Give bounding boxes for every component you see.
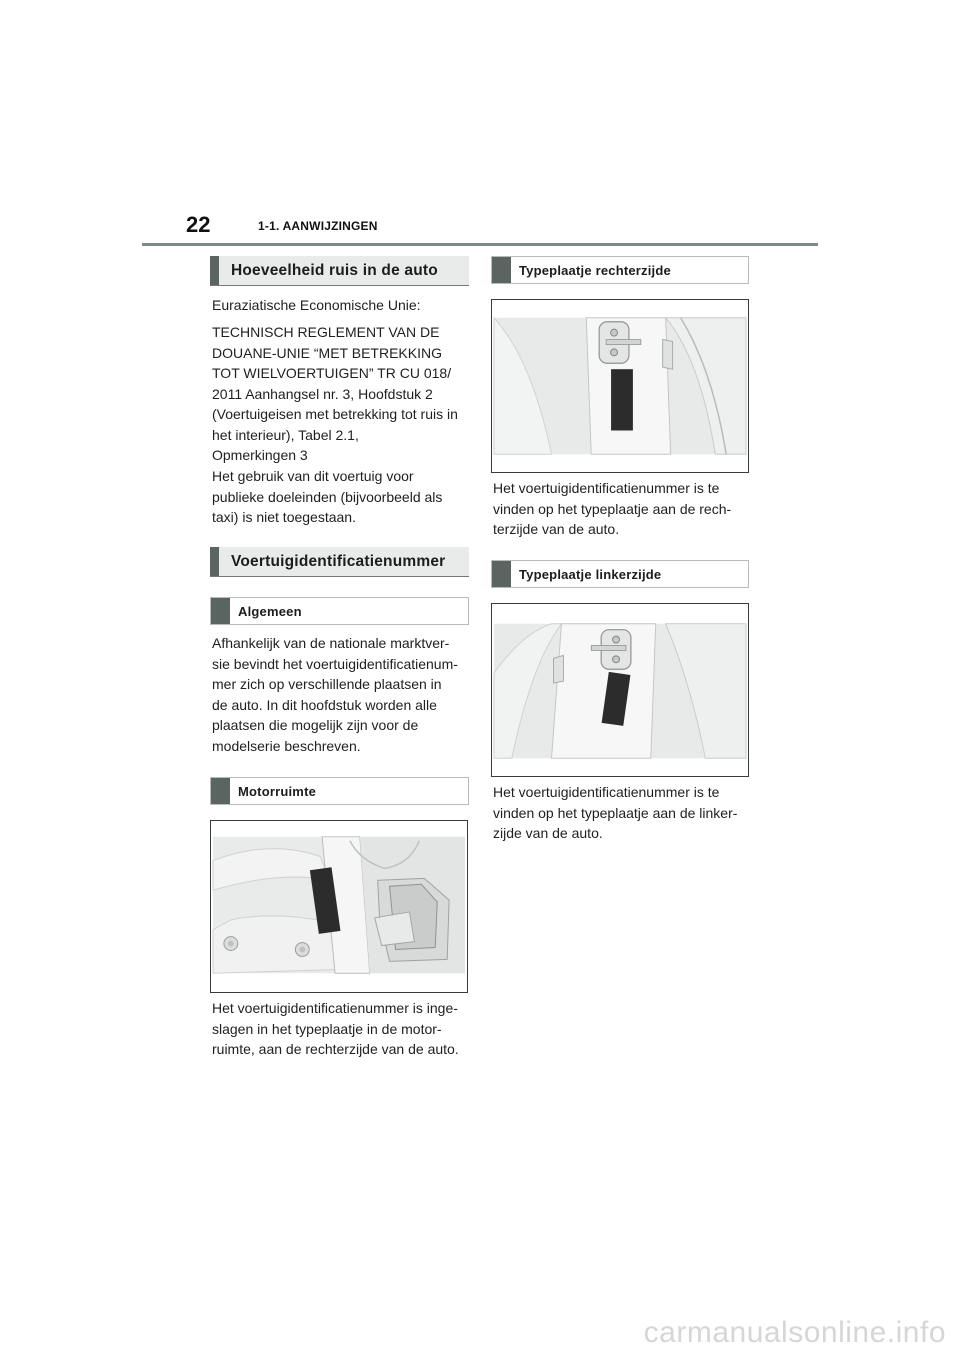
text-line: slagen in het typeplaatje in de motor- — [212, 1020, 442, 1037]
left-plate-heading-text: Typeplaatje linkerzijde — [519, 566, 662, 582]
left-door-pillar-illustration — [492, 604, 748, 776]
engine-compartment-illustration — [211, 821, 467, 992]
engine-para — [212, 998, 459, 1060]
text-line: vinden op het typeplaatje aan de linker- — [493, 804, 738, 821]
text-line: DOUANE-UNIE “MET BETREKKING — [212, 344, 442, 361]
text-line: 2011 Aanhangsel nr. 3, Hoofdstuk 2 — [212, 385, 433, 402]
text-line: modelserie beschreven. — [212, 737, 361, 754]
text-line: sie bevindt het voertuigidentificatienum- — [212, 655, 458, 672]
text-line: de auto. In dit hoofdstuk worden alle — [212, 696, 437, 713]
text-line: taxi) is niet toegestaan. — [212, 509, 356, 525]
engine-heading — [210, 777, 469, 805]
text-line: zijde van de auto. — [493, 825, 603, 841]
text-line: plaatsen die mogelijk zijn voor de — [212, 717, 419, 733]
section-title: 1-1. AANWIJZINGEN — [258, 219, 378, 233]
right-plate-heading-text: Typeplaatje rechterzijde — [519, 262, 671, 278]
heading-bar — [492, 561, 511, 587]
left-plate-heading — [491, 560, 749, 588]
noise-para-3 — [212, 466, 442, 528]
heading-bar — [492, 257, 511, 283]
noise-heading-text: Hoeveelheid ruis in de auto — [231, 261, 438, 279]
type-plate-icon — [611, 369, 633, 430]
right-plate-para — [493, 478, 731, 540]
left-plate-para — [493, 782, 737, 844]
header-rule — [142, 243, 818, 246]
vin-heading — [210, 547, 469, 577]
text-line: Opmerkingen 3 — [212, 447, 308, 463]
text-line: Afhankelijk van de nationale marktver- — [212, 635, 450, 651]
text-line: Het gebruik van dit voertuig voor — [212, 468, 414, 484]
text-line: TECHNISCH REGLEMENT VAN DE — [212, 324, 440, 340]
heading-bar — [210, 547, 219, 576]
text-line: publieke doeleinden (bijvoorbeeld als — [212, 488, 443, 505]
heading-bar — [211, 598, 230, 624]
right-door-pillar-illustration — [492, 300, 748, 472]
text-line: vinden op het typeplaatje aan de rech- — [493, 500, 732, 517]
text-line: (Voertuigeisen met betrekking tot ruis in — [212, 406, 458, 422]
text-line: het interieur), Tabel 2.1, — [212, 426, 359, 443]
vin-heading-text: Voertuigidentificatienummer — [231, 552, 446, 570]
general-para — [212, 633, 458, 756]
heading-bar — [211, 778, 230, 804]
right-plate-heading — [491, 256, 749, 284]
noise-para-1: Euraziatische Economische Unie: — [212, 297, 421, 313]
heading-bar — [210, 256, 219, 285]
text-line: Het voertuigidentificatienummer is inge- — [212, 1000, 458, 1016]
text-line: Het voertuigidentificatienummer is te — [493, 784, 720, 800]
text-line: terzijde van de auto. — [493, 521, 620, 537]
watermark: carmanualsonline.info — [643, 1316, 946, 1349]
general-heading — [210, 597, 469, 625]
general-heading-text: Algemeen — [238, 603, 302, 619]
right-plate-figure — [491, 299, 749, 473]
text-line: TOT WIELVOERTUIGEN” TR CU 018/ — [212, 365, 452, 381]
text-line: ruimte, aan de rechterzijde van de auto. — [212, 1041, 459, 1057]
engine-heading-text: Motorruimte — [238, 783, 317, 799]
engine-compartment-figure — [210, 820, 468, 993]
noise-heading — [210, 256, 469, 286]
left-plate-figure — [491, 603, 749, 777]
page-number: 22 — [186, 212, 211, 237]
noise-para-2 — [212, 322, 458, 466]
text-line: mer zich op verschillende plaatsen in — [212, 676, 442, 692]
text-line: Het voertuigidentificatienummer is te — [493, 480, 720, 496]
